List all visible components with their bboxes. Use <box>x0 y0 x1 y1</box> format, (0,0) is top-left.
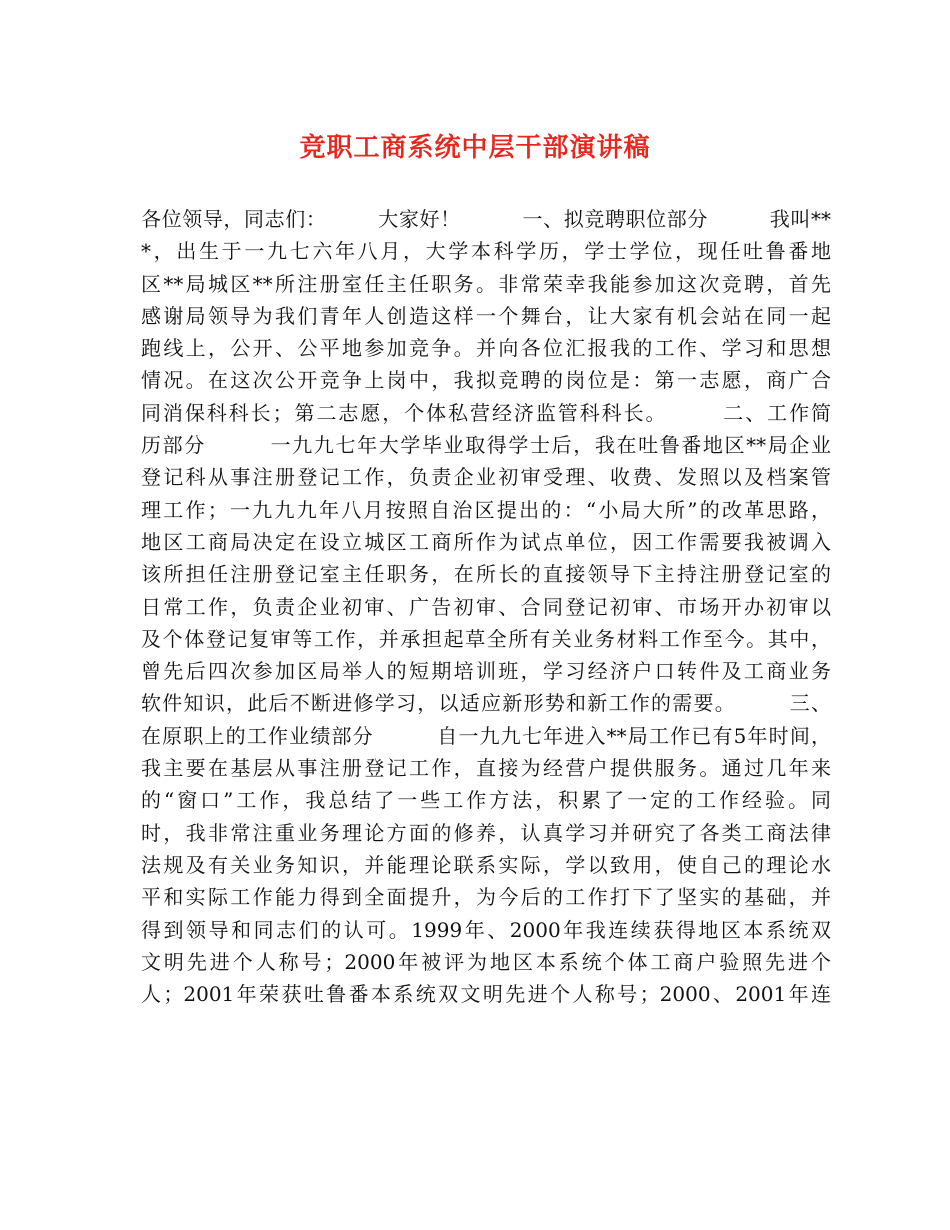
body-line: 各位领导，同志们： 大家好！ 一、拟竞聘职位部分 我叫** <box>141 207 831 231</box>
body-line: 及个体登记复审等工作，并承担起草全所有关业务材料工作至今。其中， <box>141 626 831 651</box>
body-line: 在原职上的工作业绩部分 自一九九七年进入**局工作已有5年时间， <box>141 723 831 748</box>
body-line: 同消保科科长；第二志愿，个体私营经济监管科科长。 二、工作简 <box>141 400 831 425</box>
body-line: 感谢局领导为我们青年人创造这样一个舞台，让大家有机会站在同一起 <box>141 303 831 328</box>
body-line: 人；2001年荣获吐鲁番本系统双文明先进个人称号；2000、2001年连 <box>141 982 831 1007</box>
body-line: *，出生于一九七六年八月，大学本科学历，学士学位，现任吐鲁番地 <box>141 239 831 264</box>
body-line: 的“窗口”工作，我总结了一些工作方法，积累了一定的工作经验。同 <box>141 788 831 813</box>
body-line: 我主要在基层从事注册登记工作，直接为经营户提供服务。通过几年来 <box>141 756 831 781</box>
body-line: 该所担任注册登记室主任职务，在所长的直接领导下主持注册登记室的 <box>141 562 831 587</box>
body-line: 区**局城区**所注册室任主任职务。非常荣幸我能参加这次竞聘，首先 <box>141 271 831 296</box>
document-title: 竞职工商系统中层干部演讲稿 <box>299 133 651 163</box>
body-line: 跑线上，公开、公平地参加竞争。并向各位汇报我的工作、学习和思想 <box>141 336 831 361</box>
document-body <box>141 203 831 1010</box>
body-line: 平和实际工作能力得到全面提升，为今后的工作打下了坚实的基础，并 <box>141 885 831 910</box>
body-line: 曾先后四次参加区局举人的短期培训班，学习经济户口转件及工商业务 <box>141 659 831 684</box>
body-line: 地区工商局决定在设立城区工商所作为试点单位，因工作需要我被调入 <box>141 529 831 554</box>
body-line: 日常工作，负责企业初审、广告初审、合同登记初审、市场开办初审以 <box>141 594 831 619</box>
body-line: 理工作；一九九九年八月按照自治区提出的：“小局大所”的改革思路， <box>141 497 831 522</box>
body-line: 历部分 一九九七年大学毕业取得学士后，我在吐鲁番地区**局企业 <box>141 433 831 458</box>
body-line: 文明先进个人称号；2000年被评为地区本系统个体工商户验照先进个 <box>141 949 831 974</box>
body-line: 时，我非常注重业务理论方面的修养，认真学习并研究了各类工商法律 <box>141 820 831 845</box>
body-line: 软件知识，此后不断进修学习，以适应新形势和新工作的需要。 三、 <box>141 691 831 716</box>
body-line: 情况。在这次公开竞争上岗中，我拟竞聘的岗位是：第一志愿，商广合 <box>141 368 831 393</box>
body-line: 得到领导和同志们的认可。1999年、2000年我连续获得地区本系统双 <box>141 917 831 942</box>
body-line: 法规及有关业务知识，并能理论联系实际，学以致用，使自己的理论水 <box>141 852 831 877</box>
body-line: 登记科从事注册登记工作，负责企业初审受理、收费、发照以及档案管 <box>141 465 831 490</box>
